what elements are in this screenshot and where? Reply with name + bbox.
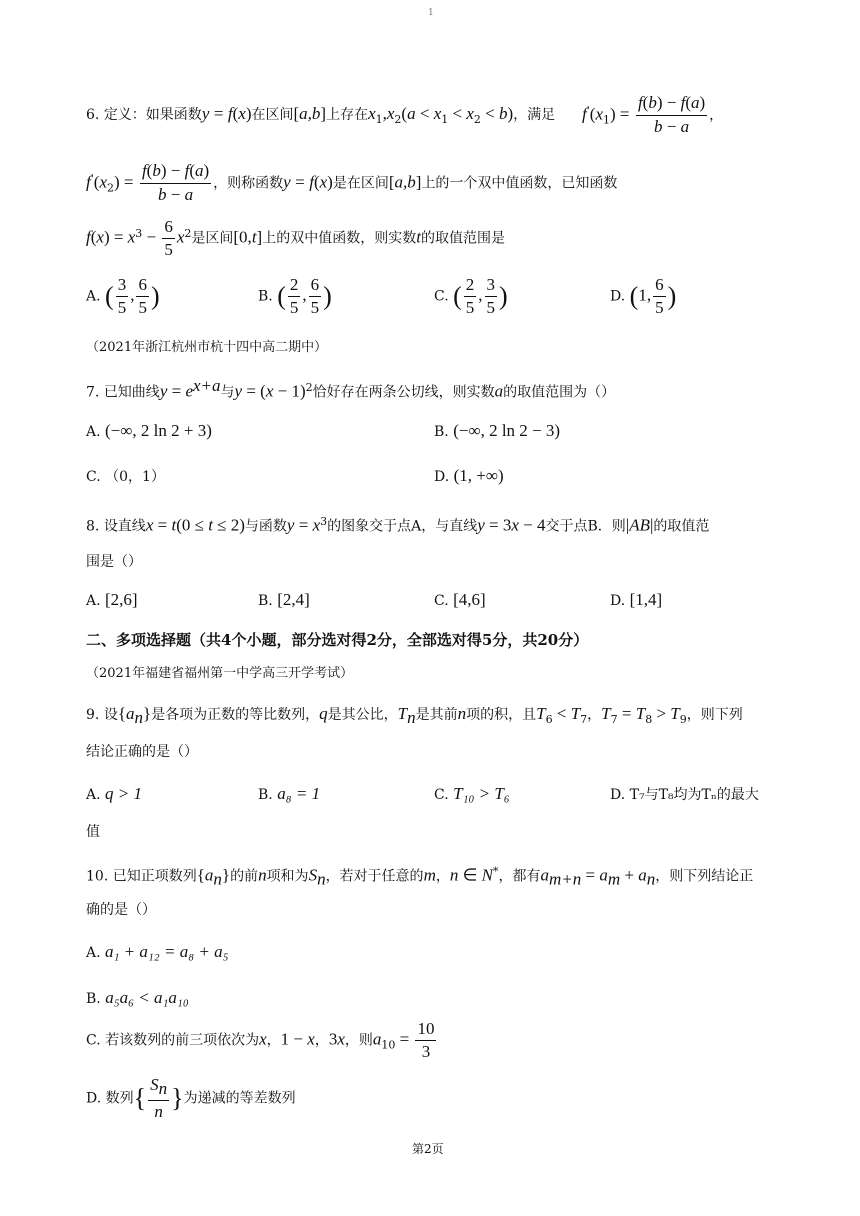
source-note-1: （2021年浙江杭州市杭十四中高二期中） — [86, 340, 328, 355]
q7-option-a[interactable]: A. (−∞, 2 ln 2 + 3) — [86, 421, 212, 440]
q8-stem-line-2: 围是（） — [86, 554, 142, 570]
q6-line-1: 6. 定义：如果函数y = f(x)在区间[a,b]上存在$x_1,x_2(a < x_1 < x_2 < b)$，满足 — [86, 104, 556, 126]
q9-stem-line-1: 9. 设$\{a_n\}$是各项为正数的等比数列，q是其公比，$T_n$是其前n项的积，且$T_6 < T_7$，$T_7 = T_8 > T_9$，则下列 — [86, 704, 743, 727]
q9-option-d[interactable]: D. T₇与T₈均为Tₙ的最大 — [610, 787, 759, 803]
q6-option-c[interactable]: C. ( $\frac{2}{5}$ , $\frac{3}{5}$ ) — [434, 275, 508, 317]
q7-option-b[interactable]: B. (−∞, 2 ln 2 − 3) — [434, 421, 561, 440]
q9-option-a[interactable]: A. q > 1 — [86, 784, 142, 803]
q8-option-a[interactable]: A. [2,6] — [86, 590, 138, 609]
q6-option-d[interactable]: D. (1, $\frac{6}{5}$ ) — [610, 275, 677, 317]
q10-stem-line-1: 10. 已知正项数列$\{a_n\}$的前n项和为$S_n$，若对于任意的m，n ∈ N*，都有$a_{m+n} = a_m + a_n$，则下列结论正 — [86, 865, 754, 889]
source-note-2: （2021年福建省福州第一中学高三开学考试） — [86, 666, 354, 681]
q7-stem: 7. 已知曲线$y = e^{x+a}$与$y = (x - 1)^2$恰好存在两条公切线，则实数a的取值范围为（） — [86, 376, 616, 401]
q6-option-b[interactable]: B. ( $\frac{2}{5}$ , $\frac{6}{5}$ ) — [258, 275, 332, 317]
q10-option-d[interactable]: D. 数列{ $\frac{S_n}{n}$ }为递减的等差数列 — [86, 1075, 296, 1121]
q6-option-a[interactable]: A. ( $\frac{3}{5}$ , $\frac{6}{5}$ ) — [86, 275, 160, 317]
q7-option-c[interactable]: C. （0，1） — [86, 469, 165, 485]
q10-option-b[interactable]: B. a₅a₆ < a₁a₁₀ — [86, 988, 189, 1007]
page-number: 第2页 — [412, 1142, 444, 1156]
q9-option-c[interactable]: C. T₁₀ > T₆ — [434, 784, 510, 803]
q6-line-3: $f(x) = x^3$ − $\frac{6}{5}$ $x^2$是区间[0,t]上的双中值函数，则实数t的取值范围是 — [86, 217, 505, 259]
q8-stem-line-1: 8. 设直线x = t(0 ≤ t ≤ 2)与函数$y = x^3$的图象交于点A，与直线y = 3x − 4交于点B．则|AB|的取值范 — [86, 515, 710, 535]
section-heading: 二、多项选择题（共4个小题，部分选对得2分，全部选对得5分，共20分） — [86, 631, 589, 649]
q8-option-b[interactable]: B. [2,4] — [258, 590, 310, 609]
q9-stem-line-2: 结论正确的是（） — [86, 744, 198, 760]
q10-option-a[interactable]: A. a₁ + a₁₂ = a₈ + a₅ — [86, 942, 229, 961]
header-mark: 1 — [428, 8, 434, 18]
q8-option-d[interactable]: D. [1,4] — [610, 590, 663, 609]
q8-option-c[interactable]: C. [4,6] — [434, 590, 486, 609]
q9-option-d-wrap: 值 — [86, 824, 100, 840]
q6-formula-1: $f'(x_1)$ = $\frac{f(b) - f(a)}{b - a}$ ， — [582, 93, 724, 136]
q9-option-b[interactable]: B. a₈ = 1 — [258, 784, 321, 803]
q10-stem-line-2: 确的是（） — [86, 902, 156, 918]
q7-option-d[interactable]: D. (1, +∞) — [434, 466, 504, 485]
q10-option-c[interactable]: C. 若该数列的前三项依次为x，1 − x，3x，则$a_{10}$ = $\frac{10}{3}$ — [86, 1019, 435, 1061]
q6-line-2: $f'(x_2)$ = $\frac{f(b) - f(a)}{b - a}$ ，则称函数y = f(x)是在区间[a,b]上的一个双中值函数，已知函数 — [86, 161, 618, 204]
